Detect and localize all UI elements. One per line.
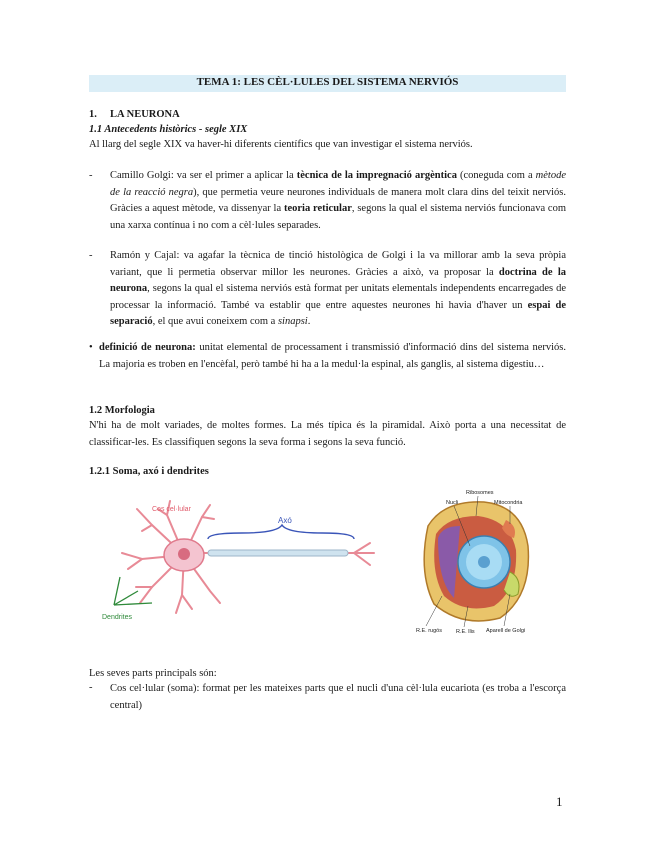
intro-paragraph: Al llarg del segle XIX va haver-hi diferents científics que van investigar el sistema nerviós.	[89, 139, 473, 150]
golgi-paragraph: Camillo Golgi: va ser el primer a aplicar la tècnica de la impregnació argèntica (coneguda com a mètode de la reacció negra), que permetia veure neurones individuals de manera molt clara dins del teixit nerviós. Gràcies a aquest mètode, va dissenyar la teoria reticular, segons la qual el sistema nerviós funcionava com una xarxa contínua i no com a cèl·lules separades.	[110, 170, 567, 231]
label-re-rugos: R.E. rugós	[416, 628, 442, 634]
parts-item-soma: Cos cel·lular (soma): format per les mateixes parts que el nucli d'una cèl·lula eucariota (es troba a l'escorça central)	[110, 683, 566, 711]
parts-bullet: -	[89, 682, 93, 693]
morfologia-paragraph: N'hi ha de molt variades, de moltes formes. La més típica és la piramidal. Això porta a una necessitat de classificar-les. Es classifiquen segons la seva forma i segons la seva funció.	[89, 420, 566, 448]
label-cos: Cos cel·lular	[152, 506, 191, 513]
subsection-heading: 1.1 Antecedents històrics - segle XIX	[89, 124, 248, 135]
morfologia-heading: 1.2 Morfologia	[89, 405, 155, 416]
label-mitocondria: Mitocondria	[494, 500, 523, 506]
soma-cutaway-diagram	[414, 486, 538, 636]
label-axo: Axó	[278, 516, 292, 525]
cajal-bullet: -	[89, 250, 93, 261]
section-number: 1.	[89, 109, 97, 120]
neuron-diagram	[92, 495, 394, 627]
golgi-bullet: -	[89, 170, 93, 181]
label-ribosomes: Ribosomes	[466, 490, 494, 496]
soma-heading: 1.2.1 Soma, axó i dendrites	[89, 466, 209, 477]
page-title: TEMA 1: LES CÈL·LULES DEL SISTEMA NERVIÓS	[196, 76, 459, 88]
label-re-llis: R.E. llis	[456, 629, 475, 635]
label-golgi: Aparell de Golgi	[486, 628, 526, 634]
label-dendrites: Dendrites	[102, 614, 132, 621]
section-heading: LA NEURONA	[110, 109, 180, 120]
definition-bullet: •	[89, 342, 93, 353]
cajal-paragraph: Ramón y Cajal: va agafar la tècnica de tinció histològica de Golgi i la va millorar amb la seva pròpia variant, que li permetia observar millor les neurones. Gràcies a això, va proposar la doctrina de la neurona, segons la qual el sistema nerviós està format per unitats elementals independents encarregades de processar la informació. També va establir que entre aquestes neurones hi havia d'haver un espai de separació, el que avui coneixem com a sinapsi.	[110, 250, 566, 327]
page-number: 1	[556, 794, 563, 809]
label-nucli: Nucli	[446, 500, 459, 506]
definition-paragraph: definició de neurona: unitat elemental de processament i transmissió d'informació dins del sistema nerviós. La majoria es troben en l'encèfal, però també hi ha a la medul·la espinal, als ganglis, al sistema digestiu…	[99, 342, 566, 370]
parts-intro: Les seves parts principals són:	[89, 668, 217, 679]
